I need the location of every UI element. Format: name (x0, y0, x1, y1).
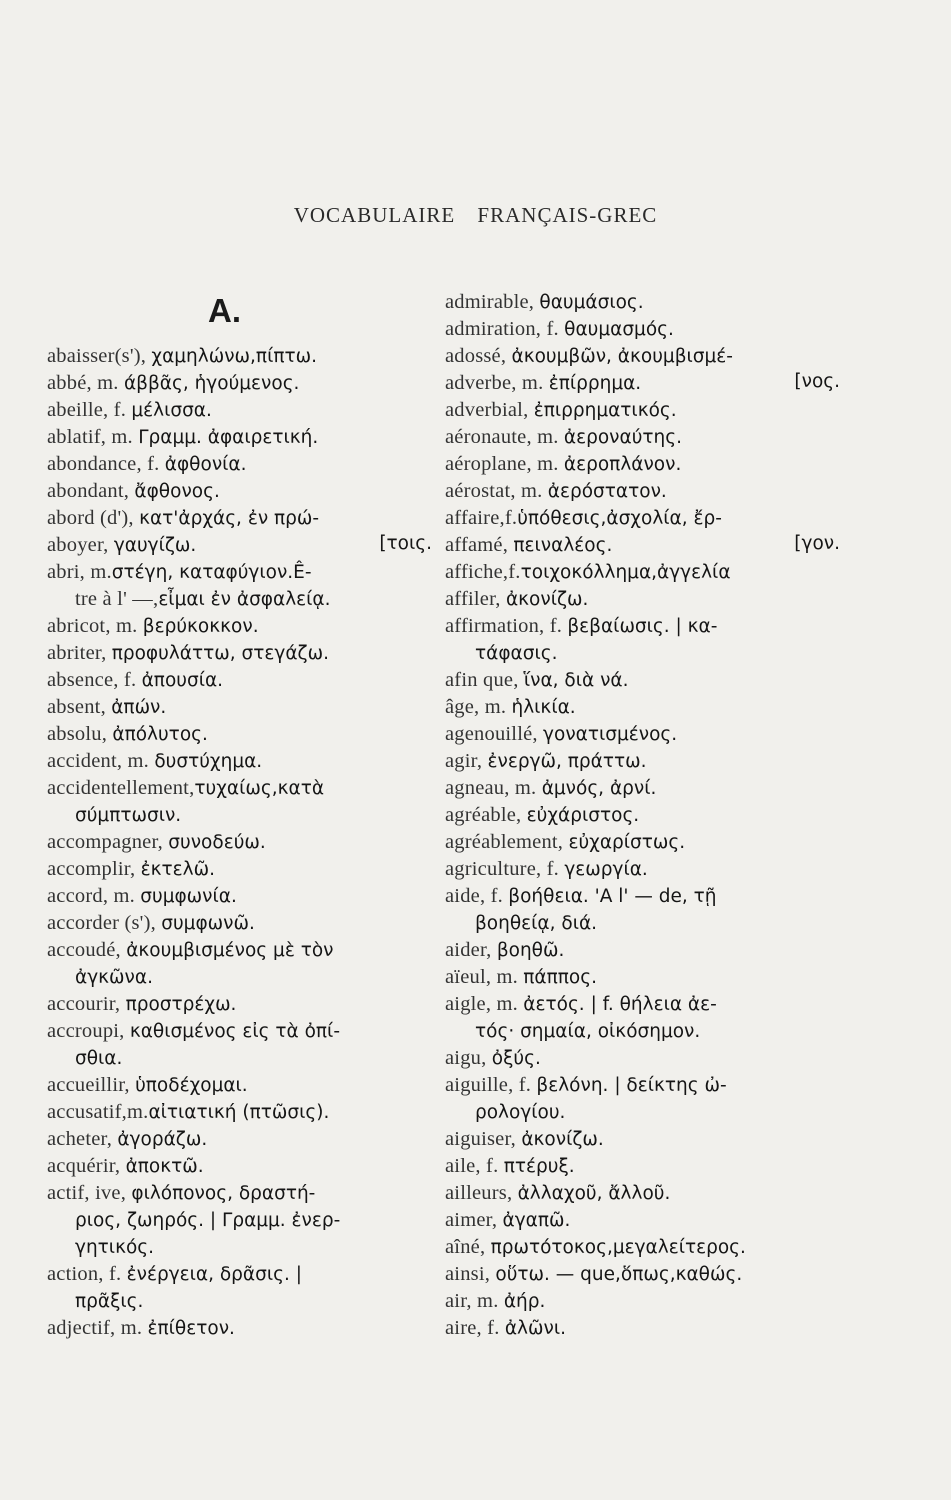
entry-continuation (75, 963, 460, 991)
headword: acheter, (47, 1128, 118, 1150)
headword: accord, m. (47, 885, 141, 907)
headword: affiche,f. (445, 561, 521, 583)
dictionary-entry (47, 720, 432, 748)
greek-translation: στέγη, καταφύγιον.Ê- (111, 562, 312, 583)
greek-translation: ἀφθονία. (164, 454, 247, 475)
headword: adjectif, m. (47, 1317, 148, 1339)
greek-translation: ὑπόθεσις,ἀσχολία, ἔρ- (517, 508, 722, 529)
entry-continuation (75, 1233, 460, 1261)
greek-translation: πάππος. (523, 967, 597, 988)
greek-translation: βοήθεια. 'A l' — de, τῇ (508, 886, 717, 907)
greek-translation: δυστύχημα. (154, 751, 263, 772)
headword: accourir, (47, 993, 126, 1015)
greek-translation: θαυμασμός. (564, 319, 674, 340)
dictionary-entry (445, 585, 840, 613)
headword: air, m. (445, 1290, 504, 1312)
headword: agréable, (445, 804, 527, 826)
headword: affirmation, f. (445, 615, 568, 637)
dictionary-entry (445, 990, 840, 1018)
greek-translation: ἐπίρρημα. (548, 373, 642, 394)
entry-continuation (75, 1287, 460, 1315)
dictionary-entry (47, 558, 432, 586)
greek-translation: φιλόπονος, δραστή- (131, 1183, 316, 1204)
headword: aérostat, m. (445, 480, 548, 502)
headword: adossé, (445, 345, 512, 367)
greek-translation: ἀκουμβῶν, ἀκουμβισμέ- (511, 346, 733, 367)
headword: aider, (445, 939, 497, 961)
headword: aile, f. (445, 1155, 504, 1177)
dictionary-entry (47, 1314, 432, 1342)
headword: aboyer, (47, 534, 114, 556)
dictionary-entry (47, 1125, 432, 1153)
dictionary-entry (47, 828, 432, 856)
headword: accomplir, (47, 858, 141, 880)
headword: abondance, f. (47, 453, 165, 475)
greek-translation: ἐνεργῶ, πράττω. (487, 751, 647, 772)
dictionary-entry (445, 1287, 840, 1315)
headword: accueillir, (47, 1074, 136, 1096)
dictionary-entry (445, 936, 840, 964)
dictionary-entry (47, 369, 432, 397)
dictionary-entry (445, 288, 840, 316)
dictionary-entry (445, 315, 840, 343)
headword: agriculture, f. (445, 858, 565, 880)
dictionary-entry (445, 693, 840, 721)
greek-translation: πτέρυξ. (503, 1156, 575, 1177)
headword: accorder (s'), (47, 912, 162, 934)
dictionary-entry (445, 963, 840, 991)
greek-translation: ἀκονίζω. (521, 1129, 604, 1150)
headword: aire, f. (445, 1317, 505, 1339)
dictionary-entry (445, 396, 840, 424)
entry-continuation (475, 1098, 870, 1126)
headword: agréablement, (445, 831, 569, 853)
greek-translation: τός· σημαία, οἰκόσημον. (475, 1021, 701, 1042)
headword: ailleurs, (445, 1182, 518, 1204)
greek-translation: συμφωνία. (140, 886, 237, 907)
greek-translation: ἀκονίζω. (505, 589, 589, 610)
headword: ablatif, m. (47, 426, 139, 448)
greek-translation: πρᾶξις. (75, 1291, 144, 1312)
entry-continuation (75, 801, 460, 829)
dictionary-entry (445, 369, 840, 397)
greek-translation: ἀποκτῶ. (125, 1156, 204, 1177)
greek-translation: άββᾶς, ἡγούμενος. (123, 373, 300, 394)
entry-continuation (75, 1044, 460, 1072)
dictionary-entry (47, 855, 432, 883)
dictionary-entry (445, 1125, 840, 1153)
dictionary-entry (47, 450, 432, 478)
headword: adverbial, (445, 399, 534, 421)
greek-translation: τυχαίως,κατὰ (194, 778, 325, 799)
greek-translation: ἀλῶνι. (504, 1318, 566, 1339)
dictionary-entry (445, 423, 840, 451)
overflow-fragment: [νος. (794, 371, 840, 392)
greek-translation: ἀγοράζω. (117, 1129, 208, 1150)
headword: abriter, (47, 642, 112, 664)
greek-translation: προστρέχω. (125, 994, 237, 1015)
dictionary-entry (47, 666, 432, 694)
dictionary-entry (445, 1260, 840, 1288)
headword: aide, f. (445, 885, 509, 907)
dictionary-entry (47, 1071, 432, 1099)
dictionary-entry (47, 909, 432, 937)
headword: ainsi, (445, 1263, 496, 1285)
greek-translation: συμφωνῶ. (161, 913, 255, 934)
greek-translation: ἀκουμβισμένος μὲ τὸν (126, 940, 334, 961)
headword: accidentellement, (47, 777, 195, 799)
dictionary-entry (445, 1071, 840, 1099)
dictionary-entry (445, 1044, 840, 1072)
dictionary-entry (445, 504, 840, 532)
entry-continuation (75, 1206, 460, 1234)
dictionary-entry (47, 774, 432, 802)
greek-translation: γονατισμένος. (543, 724, 678, 745)
dictionary-entry (47, 342, 432, 370)
greek-translation: κατ'ἀρχάς, ἐν πρώ- (139, 508, 320, 529)
greek-translation: χαμηλώνω,πίπτω. (151, 346, 317, 367)
headword: abaisser(s'), (47, 345, 152, 367)
greek-translation: ρολογίου. (475, 1102, 566, 1123)
greek-translation: σθια. (75, 1048, 123, 1069)
dictionary-entry (47, 396, 432, 424)
greek-translation: τοιχοκόλλημα,ἀγγελία (520, 562, 731, 583)
greek-translation: βελόνη. | δείκτης ὠ- (536, 1075, 727, 1096)
greek-translation: θαυμάσιος. (539, 292, 644, 313)
headword: afin que, (445, 669, 524, 691)
headword: action, f. (47, 1263, 127, 1285)
greek-translation: αἰτιατική (πτῶσις). (148, 1102, 330, 1123)
headword: aïeul, m. (445, 966, 524, 988)
dictionary-entry (445, 801, 840, 829)
greek-translation: καθισμένος εἰς τὰ ὀπί- (129, 1021, 340, 1042)
greek-translation: πρωτότοκος,μεγαλείτερος. (490, 1237, 746, 1258)
headword: aéronaute, m. (445, 426, 564, 448)
dictionary-entry (47, 1017, 432, 1045)
headword: aîné, (445, 1236, 491, 1258)
greek-translation: ἀπόλυτος. (112, 724, 208, 745)
headword: acquérir, (47, 1155, 126, 1177)
dictionary-entry (445, 477, 840, 505)
greek-translation: πειναλέος. (513, 535, 613, 556)
greek-translation: ἐπιρρηματικός. (533, 400, 677, 421)
greek-translation: ἐπίθετον. (147, 1318, 235, 1339)
entry-continuation (475, 639, 870, 667)
greek-translation: προφυλάττω, στεγάζω. (111, 643, 329, 664)
greek-translation: ἀετός. | f. θήλεια ἀε- (523, 994, 717, 1015)
headword: abord (d'), (47, 507, 140, 529)
dictionary-entry (445, 720, 840, 748)
dictionary-entry (47, 747, 432, 775)
dictionary-entry (47, 1260, 432, 1288)
page-title: VOCABULAIRE FRANÇAIS-GREC (293, 203, 658, 227)
greek-translation: γητικός. (75, 1237, 155, 1258)
headword: adverbe, m. (445, 372, 549, 394)
headword: aimer, (445, 1209, 503, 1231)
dictionary-entry (47, 423, 432, 451)
greek-translation: εὐχαρίστως. (568, 832, 686, 853)
greek-translation: βεβαίωσις. | κα- (567, 616, 718, 637)
greek-translation: ἀπών. (111, 697, 167, 718)
greek-translation: σύμπτωσιν. (75, 805, 182, 826)
dictionary-entry (445, 558, 840, 586)
headword: agir, (445, 750, 488, 772)
dictionary-entry (47, 1098, 432, 1126)
greek-translation: ἡλικία. (511, 697, 576, 718)
headword: affamé, (445, 534, 514, 556)
headword: agneau, m. (445, 777, 542, 799)
dictionary-entry (47, 504, 432, 532)
dictionary-entry (445, 882, 840, 910)
greek-translation: συνοδεύω. (168, 832, 266, 853)
headword: accoudé, (47, 939, 127, 961)
headword: accident, m. (47, 750, 155, 772)
greek-translation: βοηθείᾳ, διά. (475, 913, 598, 934)
headword: âge, m. (445, 696, 512, 718)
dictionary-entry (47, 936, 432, 964)
dictionary-entry (445, 531, 840, 559)
overflow-fragment: [γον. (794, 533, 840, 554)
dictionary-entry (445, 1179, 840, 1207)
headword: absence, f. (47, 669, 142, 691)
headword: abeille, f. (47, 399, 132, 421)
dictionary-entry (445, 666, 840, 694)
dictionary-entry (445, 828, 840, 856)
dictionary-entry (47, 1179, 432, 1207)
greek-translation: γεωργία. (564, 859, 648, 880)
greek-translation: ριος, ζωηρός. | Γραμμ. ἐνερ- (75, 1210, 341, 1231)
dictionary-entry (47, 612, 432, 640)
headword: aéroplane, m. (445, 453, 564, 475)
headword: abondant, (47, 480, 135, 502)
headword: abbé, m. (47, 372, 124, 394)
headword: aigle, m. (445, 993, 524, 1015)
section-letter: A. (208, 292, 241, 329)
greek-translation: βοηθῶ. (496, 940, 565, 961)
headword: affiler, (445, 588, 506, 610)
headword: affaire,f. (445, 507, 518, 529)
headword: admiration, f. (445, 318, 565, 340)
greek-translation: γαυγίζω. (113, 535, 197, 556)
greek-translation: ἀπουσία. (141, 670, 224, 691)
greek-translation: Γραμμ. ἀφαιρετική. (138, 427, 319, 448)
headword: aigu, (445, 1047, 492, 1069)
headword: abricot, m. (47, 615, 143, 637)
headword: agenouillé, (445, 723, 544, 745)
headword: aiguiser, (445, 1128, 522, 1150)
greek-translation: ἀγαπῶ. (502, 1210, 571, 1231)
greek-translation: ὑποδέχομαι. (135, 1075, 248, 1096)
greek-translation: ἄφθονος. (134, 481, 220, 502)
headword: abri, m. (47, 561, 112, 583)
greek-translation: τάφασις. (475, 643, 558, 664)
headword: admirable, (445, 291, 540, 313)
dictionary-entry (47, 639, 432, 667)
dictionary-entry (445, 342, 840, 370)
dictionary-entry (445, 1233, 840, 1261)
overflow-fragment: [τοις. (379, 533, 432, 554)
entry-continuation (475, 909, 870, 937)
dictionary-entry (445, 747, 840, 775)
dictionary-entry (47, 477, 432, 505)
headword: aiguille, f. (445, 1074, 537, 1096)
greek-translation: ἀεροπλάνον. (563, 454, 682, 475)
greek-translation: ἵνα, διὰ νά. (523, 670, 629, 691)
dictionary-entry (47, 531, 432, 559)
entry-continuation (75, 585, 460, 613)
greek-translation: ἀεροναύτης. (563, 427, 683, 448)
dictionary-entry (445, 1314, 840, 1342)
headword: accusatif,m. (47, 1101, 149, 1123)
greek-translation: ἐνέργεια, δρᾶσις. | (126, 1264, 302, 1285)
greek-translation: ὀξύς. (491, 1048, 541, 1069)
greek-translation: εἶμαι ἐν ἀσφαλείᾳ. (158, 589, 331, 610)
greek-translation: βερύκοκκον. (142, 616, 259, 637)
dictionary-entry (445, 612, 840, 640)
greek-translation: ἀμνός, ἀρνί. (541, 778, 657, 799)
headword: absent, (47, 696, 112, 718)
dictionary-entry (445, 1152, 840, 1180)
dictionary-entry (445, 450, 840, 478)
dictionary-entry (47, 882, 432, 910)
dictionary-entry (445, 855, 840, 883)
dictionary-entry (445, 774, 840, 802)
greek-translation: ἀλλαχοῦ, ἄλλοῦ. (517, 1183, 671, 1204)
greek-translation: ἀγκῶνα. (75, 967, 153, 988)
dictionary-entry (47, 990, 432, 1018)
headword: absolu, (47, 723, 113, 745)
greek-translation: οὕτω. — que,ὅπως,καθώς. (495, 1264, 743, 1285)
headword: tre à l' —, (75, 588, 159, 610)
headword: actif, ive, (47, 1182, 132, 1204)
greek-translation: εὐχάριστος. (526, 805, 640, 826)
greek-translation: μέλισσα. (131, 400, 212, 421)
dictionary-entry (47, 693, 432, 721)
dictionary-entry (445, 1206, 840, 1234)
headword: accroupi, (47, 1020, 130, 1042)
entry-continuation (475, 1017, 870, 1045)
greek-translation: ἐκτελῶ. (140, 859, 215, 880)
dictionary-entry (47, 1152, 432, 1180)
headword: accompagner, (47, 831, 169, 853)
greek-translation: ἀερόστατον. (547, 481, 667, 502)
greek-translation: ἀήρ. (503, 1291, 546, 1312)
